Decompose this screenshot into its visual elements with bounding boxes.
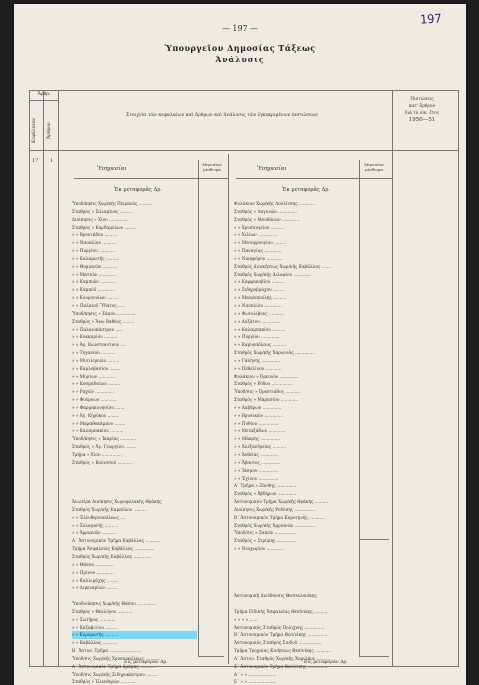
- left_column-entry: » » Κουρουνίων .........: [72, 295, 119, 301]
- right_column-entry: Ὑποδ/σις » Σαπῶν ................: [234, 530, 296, 536]
- right_column-entry: » » Νικηφόρου ............: [234, 255, 283, 261]
- header-kefalaion: Κεφάλαιον: [32, 118, 37, 144]
- left_column-entry: » » Καλλιράχης .........: [72, 577, 119, 583]
- right_column-entry: » » Καρφακοβίου ..........: [234, 279, 285, 285]
- left_column-entry: » » Κοκκαρίου ..........: [72, 334, 118, 340]
- divider-credit: [392, 90, 393, 667]
- divider-kef: [43, 90, 44, 667]
- left_column-entry: » » Τηγανίου ...........: [72, 350, 116, 356]
- left_column-entry: Σταθμὸς Χωρ/κῆς Καβάλλας .............: [72, 553, 151, 559]
- left_column-entry: Ὑποδ/κησις » Ἱκαρίας ............: [72, 436, 137, 442]
- left_column-entry: Α΄ Ἀστυνομικὸν Τμῆμα Δράμας ............: [72, 663, 157, 669]
- header-arthron: Ἄρθρον: [47, 122, 52, 140]
- left_column-entry: Σταθμὸς Χωρ/κῆς Καμπύλου ..........: [72, 506, 147, 512]
- right_column-entry: Σταθμὸς » Ρόδου ................: [234, 381, 293, 387]
- left_column-entry: » » Μεστῶν .............: [72, 271, 117, 277]
- right_column-entry: Φυλάκιον Χωρ/κῆς Λουλίτσης ............: [234, 201, 315, 206]
- right_column-entry: Δ΄ » » .....................: [234, 671, 277, 677]
- left_column-entry: » » Καλαμωτῆς ..........: [72, 255, 120, 261]
- right_column-entry: » » Νεοχωρίου .............: [234, 546, 284, 552]
- right_column-entry: Σταθμὸς » Στρύμης ...............: [234, 538, 297, 544]
- right_column-entry: » » Ἰάσμου ...............: [234, 467, 279, 473]
- right_column-entry: Τμῆμα Τροχαίας Κινήσεως Θεσ/νίκης ............: [234, 648, 331, 654]
- left_column-entry: » » Κοσμαδαίων .........: [72, 381, 121, 387]
- right_column-entry: [234, 600, 358, 608]
- left-amount-divider: [198, 160, 199, 656]
- right_column-entry: Σταθμὸς Χωρ/κῆς Διλοφίου .............: [234, 271, 311, 277]
- left_column-entry: » » Μαραθοκάμπου ........: [72, 420, 126, 426]
- right_column-entry: » » Ναυπλίου .............: [234, 302, 282, 308]
- header-credits-l1: Πιστώσεις: [410, 97, 434, 102]
- left_column-entry: » » Πυργίου ............: [72, 248, 115, 254]
- left_column-entry: » » Καβάλλας ...........: [72, 640, 118, 646]
- left_column-entry: » » Σωτῆρος ............: [72, 616, 116, 622]
- right_column-entry: Σταθμὸς » Ἀβδήρων ..............: [234, 491, 297, 497]
- divider-columns: [228, 154, 229, 664]
- right_column-entry: Ε΄ » » .....................: [234, 679, 277, 685]
- left_column-entry: » » Μύρτων .............: [72, 373, 116, 379]
- right_column-entry: » » Ἀνθείας ..............: [234, 452, 279, 457]
- divider-arthros-head: [29, 100, 58, 101]
- left_column-entry: Α΄ Ἀστυνομικὸν Τμῆμα Καβάλλας ...........: [72, 538, 161, 544]
- right_column-entry: » » Δοξάτου ..............: [234, 318, 280, 324]
- left_column-entry: » » Λιμεναρίων .........: [72, 585, 119, 591]
- left_column-entry: [72, 482, 197, 490]
- right_column-entry: Β΄ Ἀστυνομικὸν Τμῆμα Κομοτηνῆς ............: [234, 514, 326, 520]
- right-carried-forward: Εἰς μεταφορὰν Δρ.: [304, 660, 348, 665]
- right_column-entry: Α΄ Ἀστυν. Σταθμὸς Χωρ/κῆς Χαριλάου ..........: [234, 655, 331, 661]
- left_column-entry: » » Καζαβιτίου .........: [72, 624, 118, 630]
- right_column-entry: Σταθμὸς » Λαγυνῶν ..............: [234, 208, 297, 214]
- right_column-entry: » » Πυθίου ...............: [234, 420, 279, 426]
- header-credits-l2: κατ' ἄρθρον: [408, 104, 436, 109]
- right_column-entry: Σταθμὸς Χωρ/κῆς Ἀρριανῶν ................: [234, 522, 317, 528]
- header-credits: [394, 96, 450, 124]
- right_column-entry: » » Μεταξάδων .............: [234, 428, 286, 434]
- right_column-entry: [234, 569, 358, 577]
- right-entries: [234, 200, 358, 685]
- row-arthron: 1: [50, 158, 54, 164]
- right_column-entry: » » Φωτολίβους ...........: [234, 310, 284, 316]
- left_column-entry: Διοίκησις » Χίου ..............: [72, 216, 128, 222]
- right_column-entry: » » Μαυροπούλης ..........: [234, 295, 287, 301]
- right_column-entry: Ὑποδ/σις » Ὀρεστιάδος ...........: [234, 389, 300, 395]
- right_column-entry: [234, 561, 358, 569]
- left_column-entry: » » Ραχῶν ..............: [72, 389, 114, 395]
- left_column-entry: [72, 475, 197, 483]
- left_column-entry: Σταθμὸς » Σαλαμῖνος ..........: [72, 208, 134, 214]
- right_column-entry: Διοίκησις Χωρ/κῆς Ροδόπης ................: [234, 506, 316, 512]
- right-head-rule: [236, 178, 392, 179]
- page-subtitle: Ἀνάλυσις: [215, 55, 265, 64]
- right-amount-divider: [359, 160, 360, 656]
- left_column-entry: [72, 467, 197, 475]
- left-head-rule: [74, 178, 228, 179]
- right_column-entry: Β΄ Ἀστυνομικὸν Τμῆμα Θεσ/νίκης ...............: [234, 632, 328, 638]
- left-head-services: Ὑπηρεσίαι: [97, 166, 127, 172]
- right_column-entry: » » Πεθελίνου ............: [234, 365, 282, 371]
- left_column-entry: Σταθμὸς » Ἄνω Βαθέος .........: [72, 318, 135, 324]
- left_column-entry: » » Καρλοβασίου ........: [72, 365, 121, 371]
- right_column-entry: » » Πυργίου ..............: [234, 334, 280, 340]
- right_column-entry: [234, 584, 358, 592]
- left_column-entry: Σταθμὸς » Ἁγ. Γεωργίου ........: [72, 444, 136, 450]
- left_column-entry: » » Καμπιῶν ............: [72, 279, 117, 285]
- right_column-entry: » » Ἀλεξανδρείας ..........: [234, 444, 286, 450]
- left_column-entry: Σταθμὸς » Καρδαμύλων .........: [72, 224, 137, 230]
- left-head-rent: Μηνιαῖον μίσθωμα: [202, 162, 222, 172]
- document-page: [14, 4, 466, 685]
- right_column-entry: Σταθμὸς » Μουδάνων .............: [234, 216, 300, 222]
- left_column-entry: Ὑποδ/σις Χωρ/κῆς Χρυσουπόλεως ...........: [72, 655, 160, 661]
- left_column-entry: Β΄ Ἀστυν. Τμῆμα ........................: [72, 648, 142, 654]
- header-credits-l4: 1950—51: [408, 117, 436, 123]
- left_column-entry: Ὑποδιοίκησις Χωρ/κῆς Θάσου ..............: [72, 601, 156, 607]
- left-total-rule: [198, 656, 224, 657]
- right-brought-forward: Ἐκ μεταφορᾶς Δρ.: [282, 187, 331, 193]
- page-title: Ὑπουργεῖον Δημοσίας Τάξεως: [164, 43, 316, 53]
- left_column-entry: » » Βροντάδου ..........: [72, 232, 118, 238]
- left_column-entry: [72, 490, 197, 498]
- left_column-entry: » » Ἐλευθερουπόλεως ....: [72, 514, 126, 520]
- right_column-entry: » » Καλαμπακίου ..........: [234, 326, 286, 332]
- left_column-entry: Τμῆμα » Χίου ...............: [72, 452, 122, 457]
- right_column-entry: » » Βρυσικῶν ..............: [234, 412, 283, 418]
- divider-arth: [58, 90, 59, 667]
- left_column-entry: » » Κεραμωτῆς ..........: [72, 631, 197, 639]
- right_column-entry: [234, 553, 358, 561]
- right_column-entry: Σταθμὸς Διοικήσεως Χωρ/κῆς Καβάλλας .......: [234, 263, 332, 269]
- right_column-entry: Σ΄ Ἀστυνομικὸν Τμῆμα Θεσ/νίκης ...............: [234, 663, 328, 669]
- left_column-entry: Ἀνωτέρα Διοίκησις Χωροφυλακῆς Θράκης: [72, 499, 162, 505]
- right_column-entry: Σταθμὸς » Μαρασίου .............: [234, 397, 299, 403]
- row-kefalaion: 17: [32, 158, 39, 164]
- left_column-entry: » » Καμποῦ .............: [72, 287, 115, 293]
- left_column-entry: Ὑποδ/κησις Χωρ/κῆς Πειραιῶς ..........: [72, 201, 152, 206]
- left_column-entry: » » Παλαιοῦ Ὕδατος ......: [72, 302, 127, 308]
- right_column-entry: » » Χρυσαυγείου ..........: [234, 224, 285, 230]
- left_column-entry: » » Θυμιανῶν ...........: [72, 263, 118, 269]
- left_column-entry: » » Ἀγ. Κηρύκου .........: [72, 412, 120, 418]
- right_column-entry: » » Λαβάρων ..............: [234, 404, 282, 410]
- handwritten-page-number: 197: [419, 11, 443, 27]
- header-credits-l3: διὰ τὸ οἰκ. ἔτος: [404, 111, 440, 116]
- left_column-entry: [72, 592, 197, 600]
- left_column-entry: » » Θάσου ..............: [72, 561, 114, 567]
- left_column-entry: Σταθμὸς » Ἐλευθερῶν ...........: [72, 679, 136, 685]
- right-head-rent: Μηνιαῖον μίσθωμα: [364, 162, 384, 172]
- right_column-entry: Σταθμὸς Χωρ/κῆς Χαρωνιᾶς ...............: [234, 350, 315, 356]
- right_column-entry: » » Χιλίων ...............: [234, 232, 278, 238]
- left_column-entry: » » Φαρμακονησίου .......: [72, 404, 125, 410]
- left_column-entry: » » Παλαιοκάστρου ......: [72, 326, 124, 332]
- right_column-entry: Ἀστυνομικὸν Τμῆμα Χωρ/κῆς Θράκης ..........: [234, 499, 328, 505]
- right_column-entry: Ἀστυνομικὸς Σταθμὸς Πολίχνης ...............: [234, 624, 325, 630]
- left_column-entry: » » Ἀρριανῶν ...........: [72, 530, 117, 536]
- right_column-entry: Ἀστυνομικὴ Διεύθυνσις Θεσσαλονίκης: [234, 593, 317, 599]
- right_column-entry: Ἀστυνομικὸς Σταθμὸς Σινδοῦ .................: [234, 640, 322, 646]
- left_column-entry: Ὑποδ/σις Χωρ/κῆς Σιδηροκάστρου .........: [72, 671, 159, 677]
- right_column-entry: » » Καρυοπόλεως ..........: [234, 342, 286, 348]
- right_column-entry: Α΄ Τμῆμα » Ξάνθης ...............: [234, 483, 297, 489]
- left_column-entry: Ὑποδ/κησις » Σάμου ..............: [72, 310, 136, 316]
- right_column-entry: » » Ἄβαντος ..............: [234, 459, 280, 465]
- divider-header: [29, 150, 458, 151]
- right_column-entry: » » Γαλήνης ..............: [234, 357, 281, 363]
- left_column-entry: Σταθμὸς » Βολισσοῦ ...........: [72, 459, 133, 465]
- header-main: Στοιχεῖα τῶν κεφαλαίων καὶ ἄρθρων καὶ ἀνάλυσις τῶν ἐγκεκριμένων πιστώσεων: [125, 113, 319, 118]
- right_column-entry: [234, 577, 358, 585]
- right_column-entry: » » Παναγίας .............: [234, 248, 282, 254]
- left_column-entry: Τμῆμα Ἀσφαλείας Καβάλλας ...............: [72, 546, 155, 552]
- left_column-entry: » » Ἁγ. Κωνσταντίνου ....: [72, 342, 126, 348]
- right_column-entry: » » Μεσορρουγίου .........: [234, 240, 287, 246]
- left-entries: [72, 200, 197, 685]
- right_column-entry: » » Σιδηροβράχου .........: [234, 287, 286, 293]
- page-number: — 197 —: [221, 24, 259, 33]
- left_column-entry: » » Μυτιληνιῶν .........: [72, 357, 120, 363]
- right_column-entry: » » » » ......: [234, 616, 258, 622]
- right_column-entry: » » Ἐχίνου ...............: [234, 475, 279, 481]
- right_column-entry: Φυλάκιον » Ὀρεινῶν ..............: [234, 373, 299, 379]
- right_column-entry: Τμῆμα Εἰδικῆς Ἀσφαλείας Θεσ/νίκης ..........: [234, 608, 328, 614]
- header-arthros: Ἄρθρ.: [37, 92, 51, 97]
- right-sub-rule: [359, 539, 389, 540]
- left-brought-forward: Ἐκ μεταφορᾶς Δρ.: [114, 187, 163, 193]
- left_column-entry: » » Καλαμπακίου ..........: [72, 428, 124, 434]
- right-head-services: Ὑπηρεσίαι: [257, 166, 287, 172]
- right-total-rule: [359, 656, 389, 657]
- left_column-entry: » » Ξυλαγανῆς ..........: [72, 522, 119, 528]
- left_column-entry: » » Φούρνων ............: [72, 397, 117, 403]
- left_column-entry: Σταθμὸς » Θεολόγου ...........: [72, 608, 133, 614]
- right_column-entry: » » Μάκρης ...............: [234, 436, 281, 442]
- left_column-entry: » » Πρίνου .............: [72, 569, 114, 575]
- left_column-entry: » » Ναυπλίου ...........: [72, 240, 117, 246]
- left-carried-forward: Εἰς μεταφορὰν Δρ.: [124, 660, 168, 665]
